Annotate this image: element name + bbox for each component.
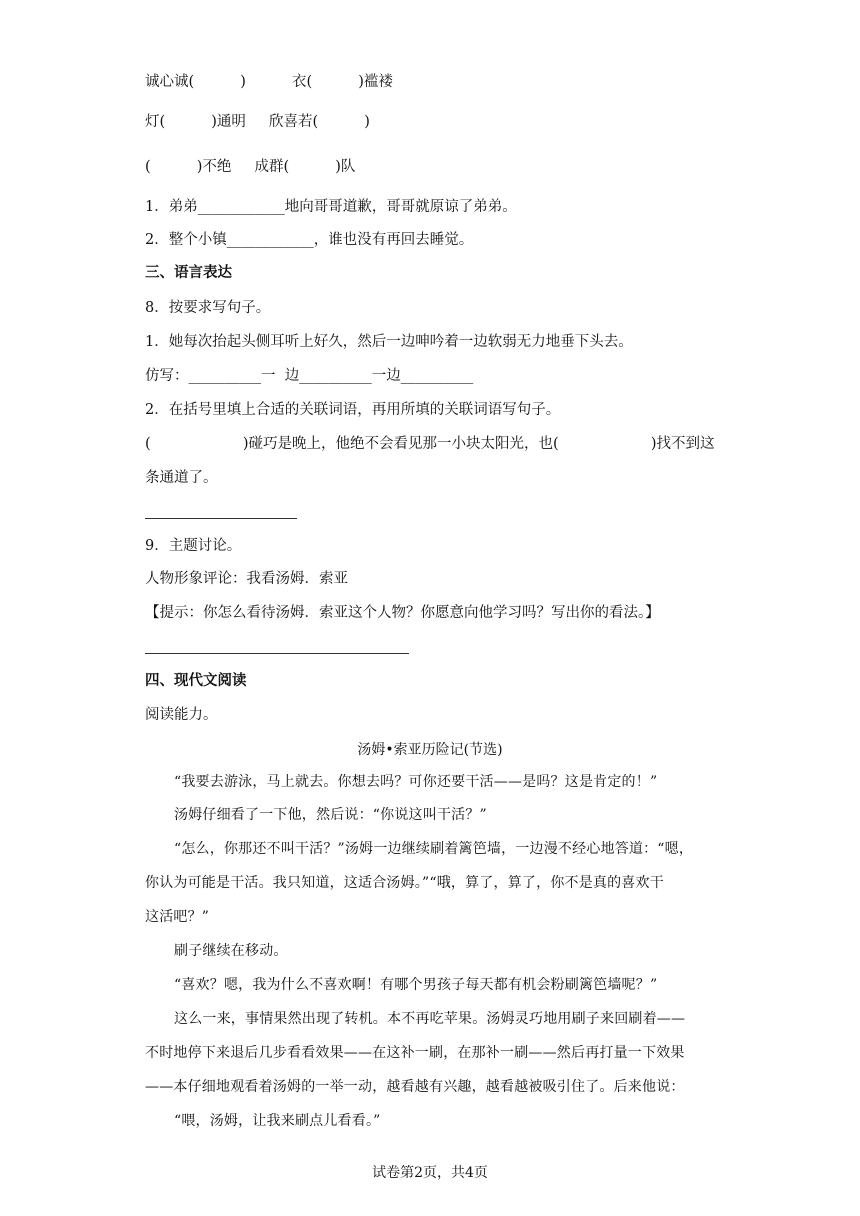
passage-title: 汤姆•索亚历险记(节选) (357, 742, 503, 758)
section-4-heading: 四、现代文阅读 (145, 673, 247, 689)
passage-line: “怎么，你那还不叫干活？”汤姆一边继续刷着篱笆墙，一边漫不经心地答道：“嗯， (174, 841, 694, 857)
question-8: 8．按要求写句子。 (145, 300, 271, 316)
answer-line-8 (145, 518, 297, 519)
passage-line: 刷子继续在移动。 (174, 943, 288, 959)
question-8-1: 1．她每次抬起头侧耳听上好久，然后一边呻吟着一边软弱无力地垂下头去。 (145, 334, 633, 350)
passage-line: 这活吧？” (145, 909, 210, 925)
question-8-2-line-1: ( )碰巧是晚上，他绝不会看见那一小块太阳光，也( )找不到这 (145, 436, 715, 452)
idiom-row-2: 灯( )通明 欣喜若( ) (145, 114, 370, 130)
page-footer: 试卷第2页，共4页 (372, 1165, 488, 1181)
question-9: 9．主题讨论。 (145, 538, 242, 554)
question-8-2: 2．在括号里填上合适的关联词语，再用所填的关联词语写句子。 (145, 402, 561, 418)
fill-question-2: 2．整个小镇____________，谁也没有再回去睡觉。 (145, 232, 474, 248)
passage-line: 你认为可能是干活。我只知道，这适合汤姆。”“哦，算了，算了，你不是真的喜欢干 (145, 875, 664, 891)
fill-question-1: 1．弟弟____________地向哥哥道歉，哥哥就原谅了弟弟。 (145, 199, 517, 215)
question-9-topic: 人物形象评论：我看汤姆．索亚 (145, 571, 348, 587)
passage-line: ——本仔细地观看着汤姆的一举一动，越看越有兴趣，越看越被吸引住了。后来他说： (145, 1079, 685, 1095)
question-9-hint: 【提示：你怎么看待汤姆．索亚这个人物？你愿意向他学习吗？写出你的看法。】 (145, 605, 660, 621)
passage-line: “我要去游泳，马上就去。你想去吗？可你还要干活——是吗？这是肯定的！” (174, 774, 658, 790)
section-3-heading: 三、语言表达 (145, 265, 232, 281)
passage-line: 不时地停下来退后几步看看效果——在这补一刷，在那补一刷——然后再打量一下效果 (145, 1045, 685, 1061)
reading-intro: 阅读能力。 (145, 707, 218, 723)
question-8-2-line-2: 条通道了。 (145, 470, 218, 486)
idiom-row-3: ( )不绝 成群( )队 (145, 159, 356, 175)
passage-line: “喂，汤姆，让我来刷点儿看看。” (174, 1113, 381, 1129)
answer-line-9 (145, 653, 409, 654)
idiom-row-1: 诚心诚( ) 衣( )褴褛 (145, 74, 393, 90)
passage-line: “喜欢？嗯，我为什么不喜欢啊！有哪个男孩子每天都有机会粉刷篱笆墙呢？” (174, 977, 658, 993)
question-8-1-imitate: 仿写：__________一 边__________一边__________ (145, 368, 474, 384)
passage-line: 汤姆仔细看了一下他，然后说：“你说这叫干活？” (174, 807, 487, 823)
passage-line: 这么一来，事情果然出现了转机。本不再吃苹果。汤姆灵巧地用刷子来回刷着—— (174, 1011, 686, 1027)
